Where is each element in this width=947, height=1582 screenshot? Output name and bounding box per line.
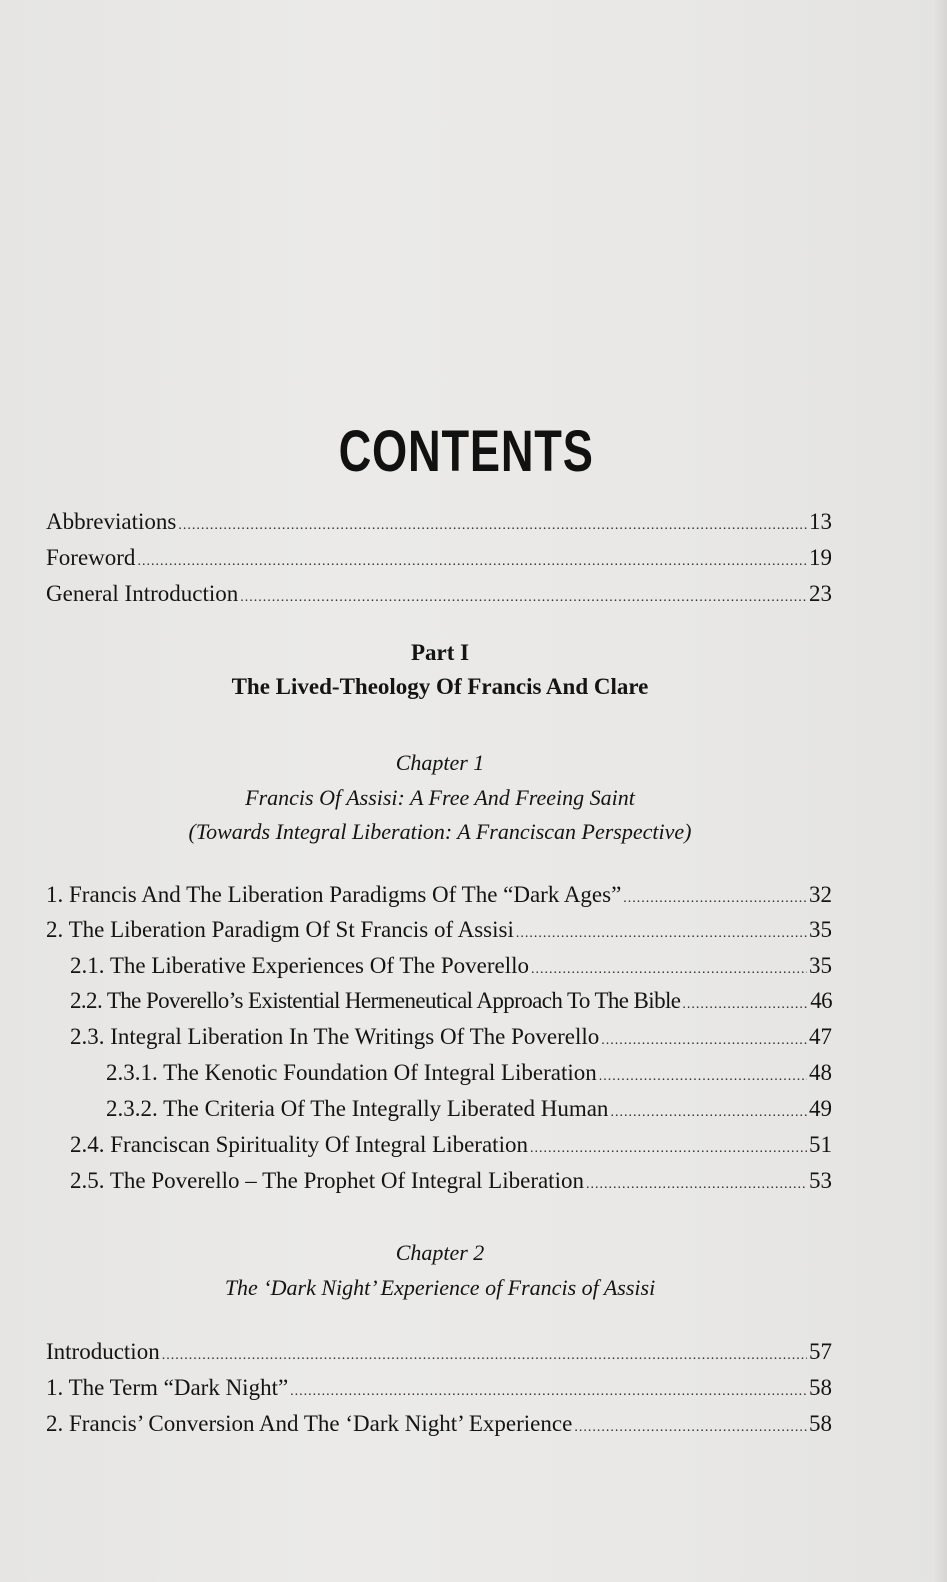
part-title: The Lived-Theology Of Francis And Clare — [231, 674, 649, 699]
toc-entry-label: 2. Francis’ Conversion And The ‘Dark Night’ Experience — [46, 1411, 573, 1436]
toc-entry — [46, 1409, 832, 1439]
chapter-1-label: Chapter 1 — [395, 750, 485, 775]
toc-entry-label: Foreword — [46, 545, 136, 570]
dot-leader — [137, 547, 807, 577]
page-edge-shadow — [933, 0, 947, 1582]
toc-page-number: 23 — [809, 581, 832, 606]
dot-leader — [178, 511, 807, 541]
dot-leader — [240, 583, 807, 613]
dot-leader — [290, 1377, 807, 1407]
toc-entry-label: 2.3.2. The Criteria Of The Integrally Liberated Human — [106, 1096, 609, 1121]
toc-entry — [46, 1337, 832, 1367]
dot-leader — [530, 1134, 807, 1164]
chapter-1-subtitle: (Towards Integral Liberation: A Franciscan Perspective) — [188, 819, 692, 844]
toc-page-number: 49 — [809, 1096, 832, 1121]
toc-page-number: 32 — [809, 882, 832, 907]
contents-heading: CONTENTS — [338, 419, 594, 484]
dot-leader — [574, 1413, 807, 1443]
toc-entry — [106, 1094, 832, 1124]
toc-entry-label: 2.2. The Poverello’s Existential Hermeneutical Approach To The Bible — [70, 988, 681, 1013]
toc-page-number: 51 — [809, 1132, 832, 1157]
toc-entry-label: 2.3.1. The Kenotic Foundation Of Integral Liberation — [106, 1060, 597, 1085]
toc-entry-abbreviations — [46, 507, 832, 537]
toc-page-number: 35 — [809, 917, 832, 942]
dot-leader — [516, 919, 807, 949]
dot-leader — [531, 955, 807, 985]
toc-page-number: 19 — [809, 545, 832, 570]
part-label: Part I — [410, 640, 470, 665]
toc-page-number: 35 — [809, 953, 832, 978]
toc-entry — [70, 1166, 832, 1196]
dot-leader — [586, 1170, 807, 1200]
toc-entry-label: 2.5. The Poverello – The Prophet Of Integral Liberation — [70, 1168, 584, 1193]
toc-entry — [70, 951, 832, 981]
toc-entry-label: Abbreviations — [46, 509, 177, 534]
toc-page-number: 48 — [809, 1060, 832, 1085]
toc-page-number: 46 — [810, 988, 832, 1013]
toc-page-number: 58 — [809, 1411, 832, 1436]
dot-leader — [599, 1062, 807, 1092]
toc-entry-label: General Introduction — [46, 581, 239, 606]
toc-entry-foreword — [46, 543, 832, 573]
toc-entry-general-introduction — [46, 579, 832, 609]
dot-leader — [682, 990, 808, 1020]
dot-leader — [610, 1098, 807, 1128]
dot-leader — [601, 1026, 807, 1056]
toc-entry-label: 2. The Liberation Paradigm Of St Francis of Assisi — [46, 917, 514, 942]
toc-entry-label: 2.3. Integral Liberation In The Writings Of The Poverello — [70, 1024, 600, 1049]
toc-page-number: 47 — [809, 1024, 832, 1049]
chapter-2-title: The ‘Dark Night’ Experience of Francis of Assisi — [224, 1275, 656, 1300]
toc-entry — [70, 1022, 832, 1052]
dot-leader — [623, 884, 807, 914]
toc-entry-label: 1. The Term “Dark Night” — [46, 1375, 289, 1400]
toc-entry — [46, 880, 832, 910]
dot-leader — [162, 1341, 807, 1371]
toc-entry — [46, 1373, 832, 1403]
toc-page-number: 53 — [809, 1168, 832, 1193]
chapter-2-label: Chapter 2 — [395, 1240, 485, 1265]
toc-page-number: 13 — [809, 509, 832, 534]
toc-page-number: 58 — [809, 1375, 832, 1400]
toc-entry — [70, 1130, 832, 1160]
toc-page-number: 57 — [809, 1339, 832, 1364]
toc-entry-label: Introduction — [46, 1339, 160, 1364]
toc-entry — [70, 986, 832, 1016]
toc-entry-label: 2.1. The Liberative Experiences Of The Poverello — [70, 953, 529, 978]
toc-entry-label: 1. Francis And The Liberation Paradigms Of The “Dark Ages” — [46, 882, 622, 907]
toc-entry-label: 2.4. Franciscan Spirituality Of Integral Liberation — [70, 1132, 528, 1157]
toc-entry — [46, 915, 832, 945]
toc-entry — [106, 1058, 832, 1088]
chapter-1-title: Francis Of Assisi: A Free And Freeing Saint — [245, 785, 635, 810]
